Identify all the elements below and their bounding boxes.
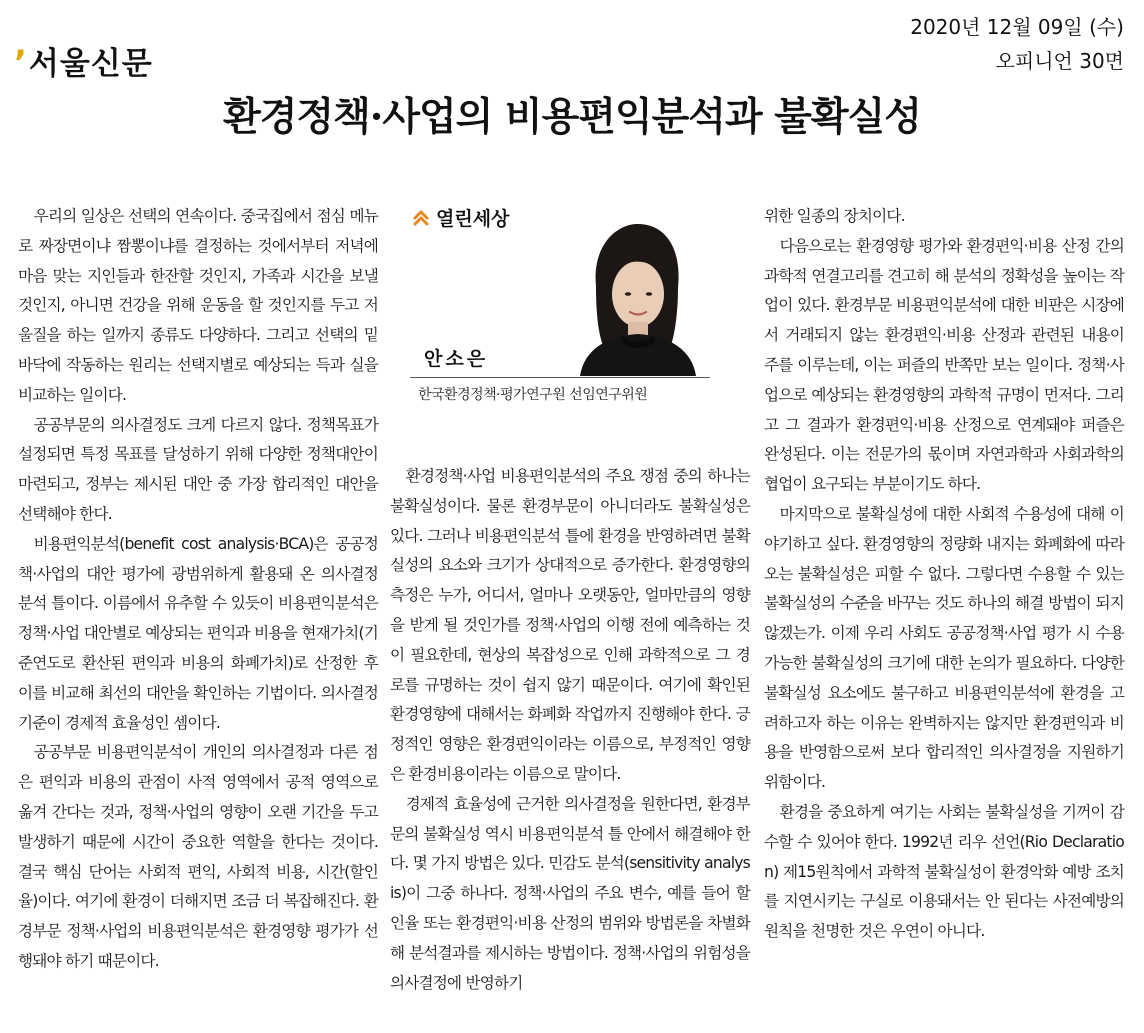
paragraph: 환경을 중요하게 여기는 사회는 불확실성을 기꺼이 감수할 수 있어야 한다. 1992년 리우 선언(Rio Declaration) 제15원칙에서 과학적 불확실성이 환경악화 예방 조치를 지연시키는 구실로 이용돼서는 안 된다는 사전예방의 원칙을 천명한 것은 우연이 아니다.: [764, 802, 1124, 941]
newspaper-logo: [14, 38, 153, 83]
paragraph: 마지막으로 불확실성에 대한 사회적 수용성에 대해 이야기하고 싶다. 환경영향의 정량화 내지는 화폐화에 따라오는 불확실성은 피할 수 없다. 그렇다면 수용할 수 있는 불확실성의 수준을 바꾸는 것도 하나의 해결 방법이 되지 않겠는가. 이제 우리 사회도 공공정책·사업 평가 시 수용 가능한 불확실성의 크기에 대한 논의가 필요하다. 다양한 불확실성 요소에도 불구하고 비용편익분석에 환경을 고려하고자 하는 이유는 완벽하지는 않지만 환경편익과 비용을 반영함으로써 보다 합리적인 의사결정을 지원하기 위함이다.: [764, 504, 1124, 792]
logo-mark-icon: ’: [14, 43, 28, 83]
article-column-1: [18, 202, 378, 977]
paragraph: 공공부문 비용편익분석이 개인의 의사결정과 다른 점은 편익과 비용의 관점이 사적 영역에서 공적 영역으로 옮겨 간다는 것과, 정책·사업의 영향이 오랜 기간을 두고 발생하기 때문에 시간이 중요한 역할을 한다는 것이다. 결국 핵심 단어는 사회적 편익, 사회적 비용, 시간(할인율)이다. 여기에 환경이 더해지면 조금 더 복잡해진다. 환경부문 정책·사업의 비용편익분석은 환경영향 평가가 선행돼야 하기 때문이다.: [18, 743, 378, 970]
author-divider: [410, 377, 710, 378]
author-name: 안소은: [424, 348, 489, 370]
issue-meta: [910, 10, 1124, 78]
paragraph: 공공부문의 의사결정도 크게 다르지 않다. 정책목표가 설정되면 특정 목표를 달성하기 위해 다양한 정책대안이 마련되고, 정부는 제시된 대안 중 가장 합리적인 대안을 선택해야 한다.: [18, 415, 378, 523]
paragraph: 다음으로는 환경영향 평가와 환경편익·비용 산정 간의 과학적 연결고리를 견고히 해 분석의 정확성을 높이는 작업이 있다. 환경부문 비용편익분석에 대한 비판은 시장에서 거래되지 않는 환경편익·비용 산정과 관련된 내용이 주를 이루는데, 이는 퍼즐의 반쪽만 보는 일이다. 정책·사업으로 예상되는 환경영향의 과학적 규명이 먼저다. 그리고 그 결과가 환경편익·비용 산정으로 연계돼야 퍼즐은 완성된다. 이는 전문가의 몫이며 자연과학과 사회과학의 협업이 요구되는 부분이기도 하다.: [764, 236, 1124, 494]
article-headline: 환경정책·사업의 비용편익분석과 불확실성: [223, 94, 921, 140]
paragraph: 비용편익분석(benefit cost analysis·BCA)은 공공정책·사업의 대안 평가에 광범위하게 활용돼 온 의사결정 분석 틀이다. 이름에서 유추할 수 있듯이 비용편익분석은 정책·사업 대안별로 예상되는 편익과 비용을 현재가치(기준연도로 환산된 편익과 비용의 화폐가치)로 산정한 후 이를 비교해 최선의 대안을 확인하는 기법이다. 의사결정 기준이 경제적 효율성인 셈이다.: [18, 534, 378, 732]
section-title: 열린세상: [436, 208, 510, 230]
section-label: [412, 204, 509, 231]
article-column-2: [390, 462, 750, 998]
author-portrait: [566, 216, 706, 376]
paragraph: 우리의 일상은 선택의 연속이다. 중국집에서 점심 메뉴로 짜장면이냐 짬뽕이냐를 결정하는 것에서부터 저녁에 마음 맞는 지인들과 한잔할 것인지, 가족과 시간을 보낼 것인지, 아니면 건강을 위해 운동을 할 것인지를 두고 저울질을 하는 일까지 종류도 다양하다. 그리고 선택의 밑바닥에 작동하는 원리는 선택지별로 예상되는 득과 실을 비교하는 일이다.: [18, 207, 378, 404]
paragraph: 환경정책·사업 비용편익분석의 주요 쟁점 중의 하나는 불확실성이다. 물론 환경부문이 아니더라도 불확실성은 있다. 그러나 비용편익분석 틀에 환경을 반영하려면 불확실성의 요소와 크기가 상대적으로 증가한다. 환경영향의 측정은 누가, 어디서, 얼마나 오랫동안, 얼마만큼의 영향을 받게 될 것인가를 정책·사업의 이행 전에 예측하는 것이 필요한데, 현상의 복잡성으로 인해 과학적으로 그 경로를 규명하는 것이 쉽지 않기 때문이다. 여기에 확인된 환경영향에 대해서는 화폐화 작업까지 진행해야 한다. 긍정적인 영향은 환경편익이라는 이름으로, 부정적인 영향은 환경비용이라는 이름으로 말이다.: [390, 467, 750, 783]
page-info: 오피니언 30면: [995, 49, 1124, 73]
article-column-3: [764, 202, 1124, 947]
newspaper-name: 서울신문: [28, 46, 153, 82]
paragraph: 위한 일종의 장치이다.: [764, 207, 905, 225]
paragraph: 경제적 효율성에 근거한 의사결정을 원한다면, 환경부문의 불확실성 역시 비용편익분석 틀 안에서 해결해야 한다. 몇 가지 방법은 있다. 민감도 분석(sensitivity analysis)이 그중 하나다. 정책·사업의 주요 변수, 예를 들어 할인율 또는 환경편익·비용 산정의 범위와 방법론을 차별화해 분석결과를 제시하는 방법이다. 정책·사업의 위험성을 의사결정에 반영하기: [390, 794, 750, 992]
double-chevron-up-icon: [412, 209, 430, 227]
issue-date: 2020년 12월 09일 (수): [910, 15, 1124, 39]
author-title: 한국환경정책·평가연구원 선임연구위원: [418, 387, 648, 403]
